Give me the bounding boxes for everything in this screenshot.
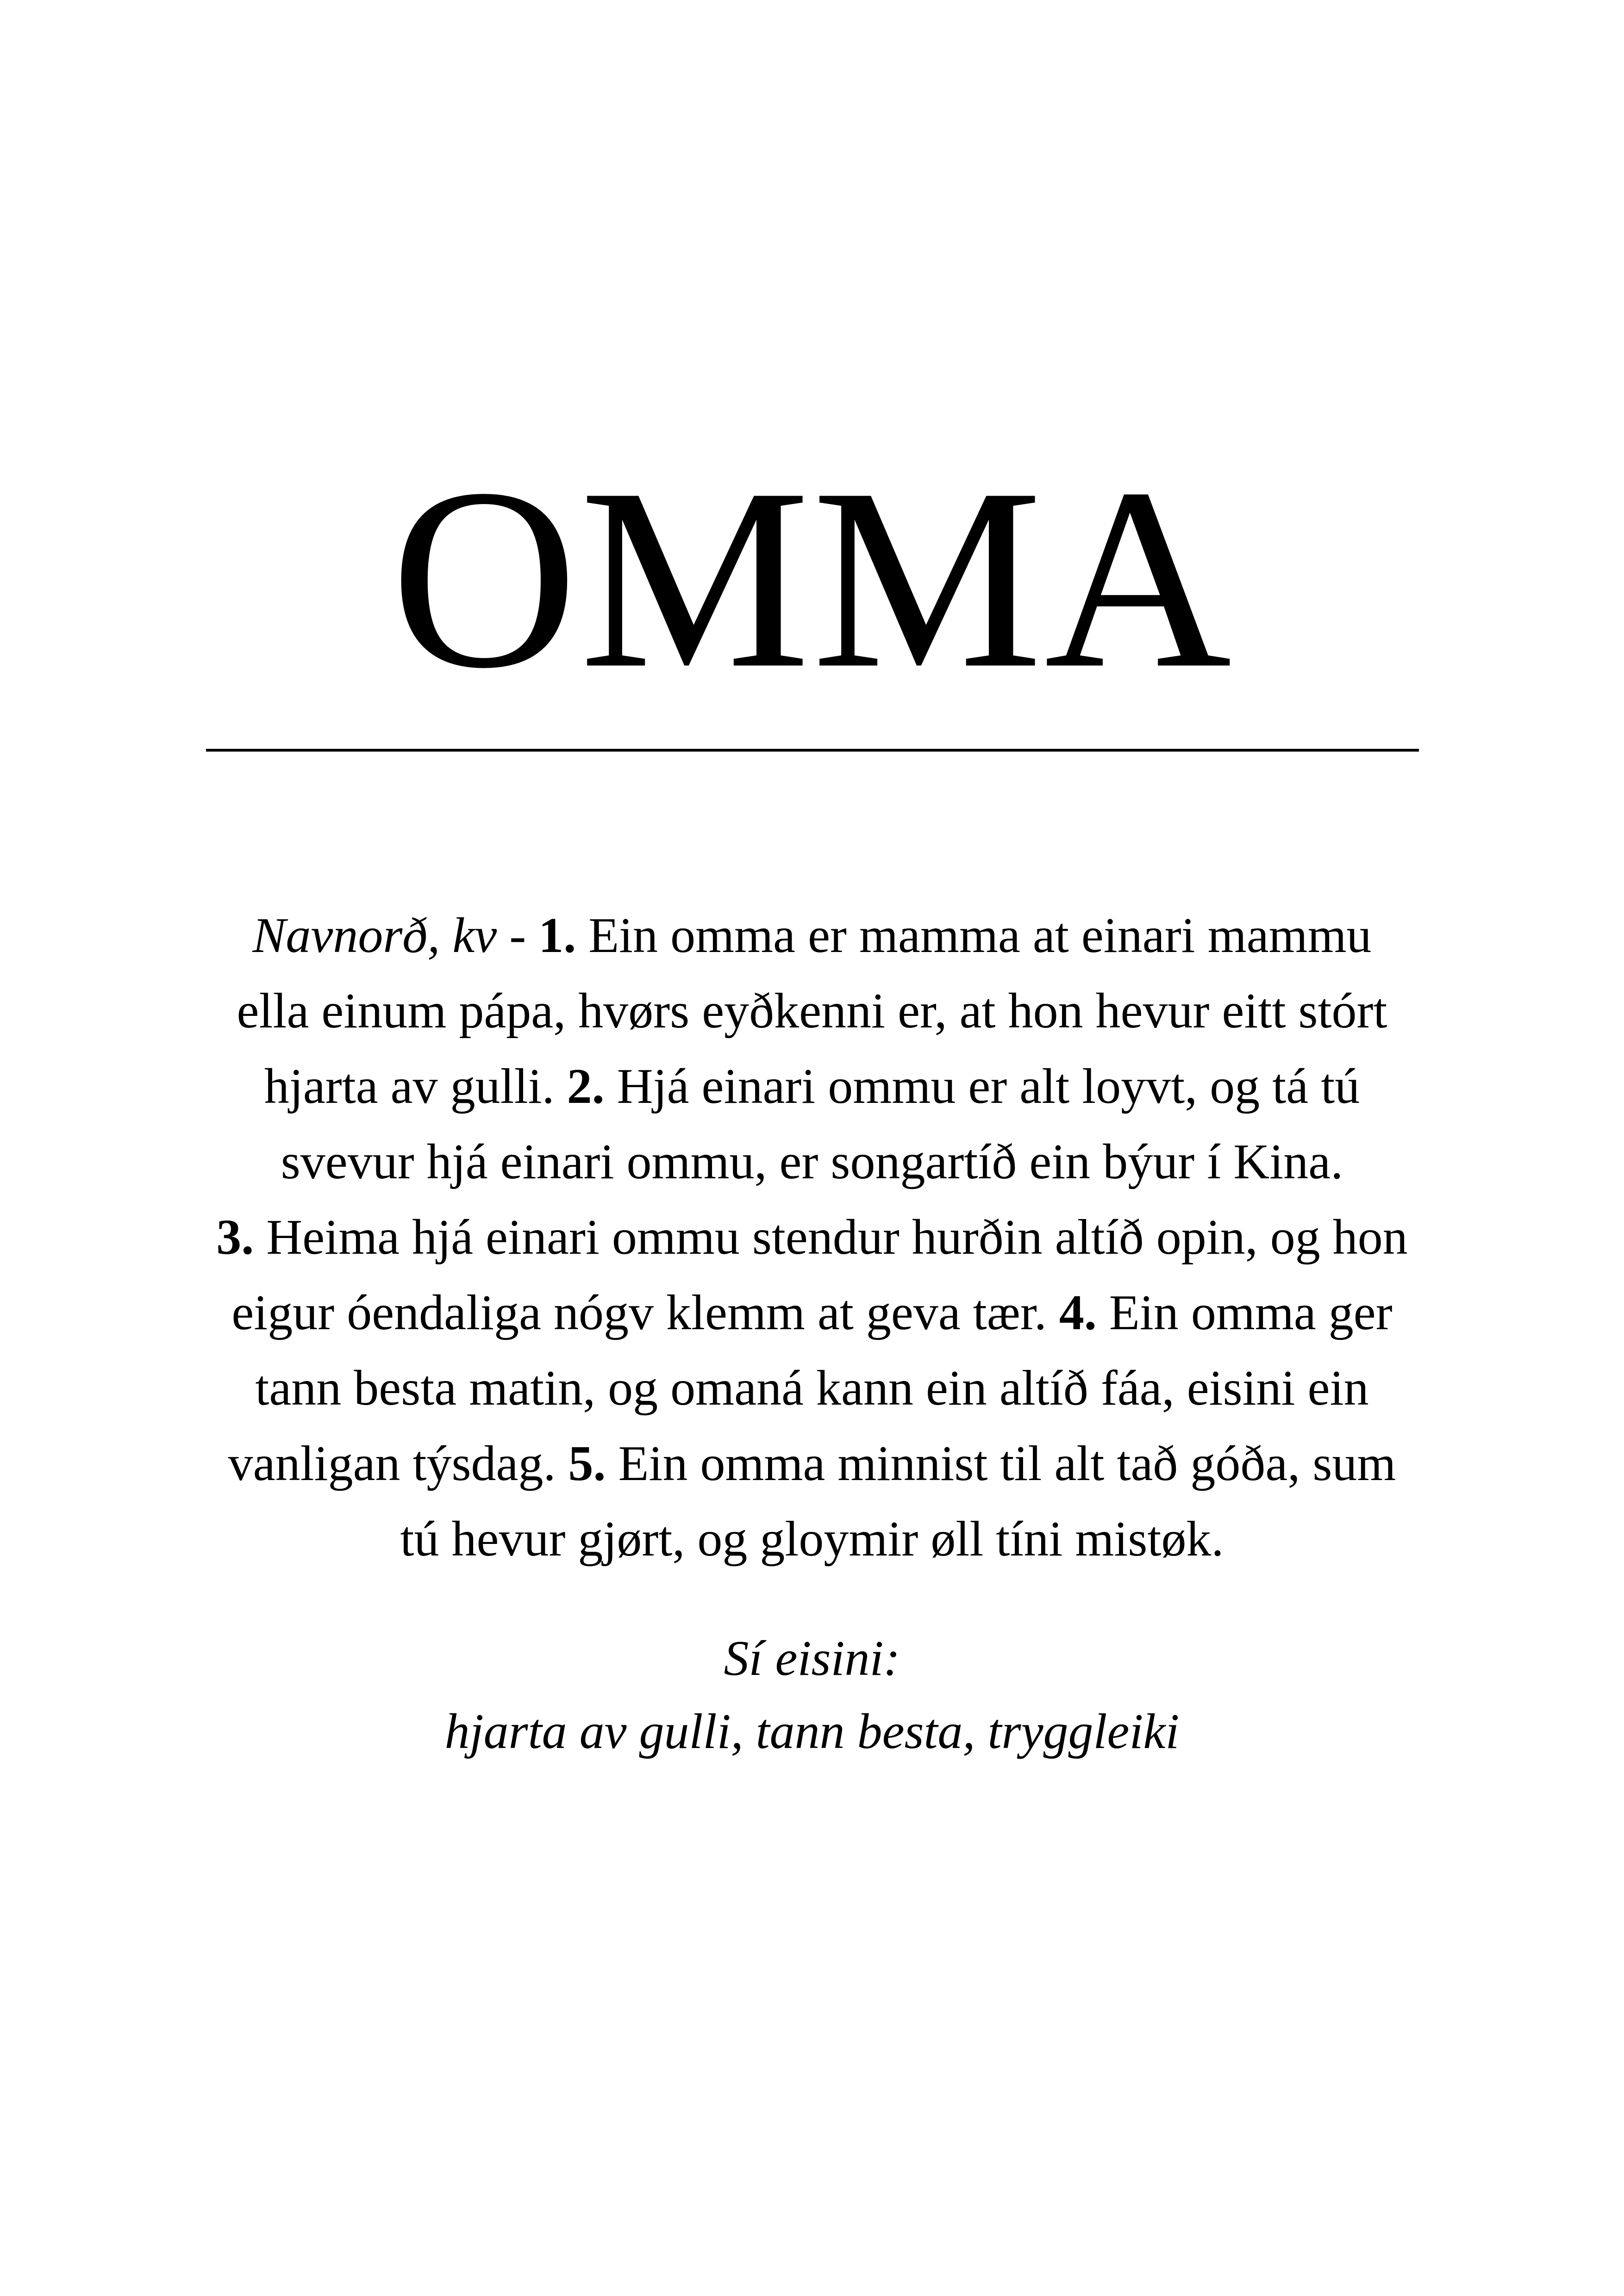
see-also-label: Sí eisini: — [724, 1631, 900, 1686]
definition-segment: svevur hjá einari ommu, er songartíð ein býur í Kina. — [281, 1134, 1343, 1189]
definition-segment: vanligan týsdag. — [228, 1436, 568, 1491]
definition-line — [139, 1275, 1485, 1350]
definition-line — [139, 1124, 1485, 1200]
definition-number: 1. — [538, 908, 576, 963]
page-title: OMMA — [390, 435, 1234, 722]
definition-line — [139, 973, 1485, 1049]
definition-number: 5. — [568, 1436, 606, 1491]
definition-line — [139, 1501, 1485, 1577]
definition-text — [139, 898, 1485, 1577]
definition-segment: Hjá einari ommu er alt loyvt, og tá tú — [604, 1059, 1360, 1114]
definition-number: 4. — [1059, 1285, 1097, 1340]
divider-line — [206, 749, 1419, 752]
definition-segment: hjarta av gulli. — [264, 1059, 567, 1114]
see-also — [139, 1622, 1485, 1768]
definition-segment: eigur óendaliga nógv klemm at geva tær. — [231, 1285, 1059, 1340]
definition-segment: tú hevur gjørt, og gloymir øll tíni mistøk. — [400, 1512, 1224, 1567]
definition-number: 2. — [567, 1059, 605, 1114]
definition-segment: Ein omma minnist til alt tað góða, sum — [606, 1436, 1396, 1491]
see-also-terms: hjarta av gulli, tann besta, tryggleiki — [444, 1704, 1180, 1759]
definition-number: 3. — [216, 1210, 254, 1265]
definition-segment: tann besta matin, og omaná kann ein altíð fáa, eisini ein — [255, 1361, 1369, 1416]
definition-segment: ella einum pápa, hvørs eyðkenni er, at hon hevur eitt stórt — [237, 983, 1387, 1039]
definition-line — [139, 898, 1485, 973]
definition-segment: Ein omma er mamma at einari mammu — [576, 908, 1372, 963]
definition-line — [139, 1200, 1485, 1275]
separator: - — [497, 908, 539, 963]
part-of-speech: Navnorð, kv — [252, 908, 497, 963]
definition-line — [139, 1426, 1485, 1501]
definition-segment: Heima hjá einari ommu stendur hurðin altíð opin, og hon — [254, 1210, 1408, 1265]
definition-line — [139, 1049, 1485, 1124]
definition-line — [139, 1350, 1485, 1426]
definition-segment: Ein omma ger — [1096, 1285, 1393, 1340]
